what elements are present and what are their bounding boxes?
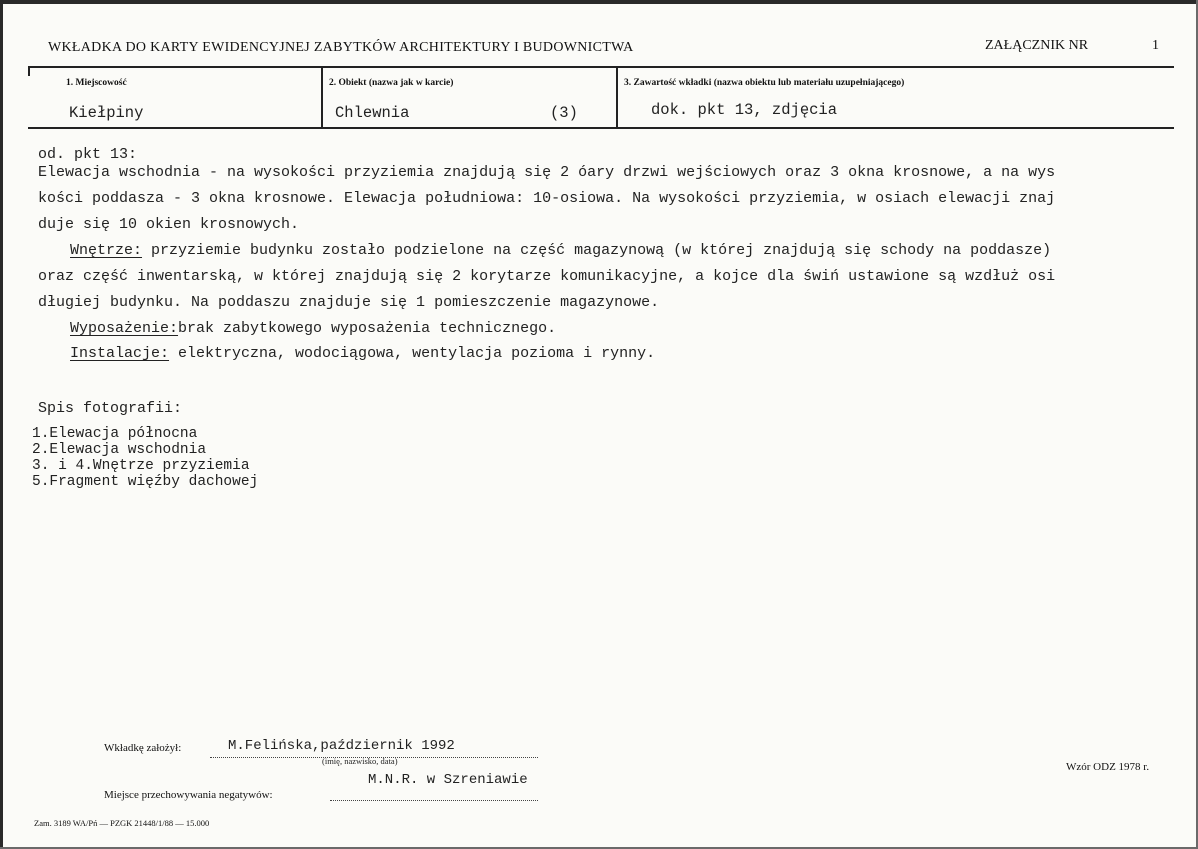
interior-text-3: długiej budynku. Na poddaszu znajduje się 1 pomieszczenie magazynowe. (38, 294, 660, 311)
annex-number: 1 (1152, 38, 1159, 53)
place-label: 1. Miejscowość (66, 78, 127, 88)
equipment-text: brak zabytkowego wyposażenia technicznego. (178, 320, 557, 337)
header-divider-2 (616, 68, 618, 128)
content-label: 3. Zawartość wkładki (nazwa obiektu lub materiału uzupełniającego) (624, 78, 905, 88)
photo-list-item-4: 5.Fragment więźby dachowej (32, 474, 259, 490)
photo-list-item-1: 1.Elewacja północna (32, 426, 198, 442)
header-rule-bottom (28, 127, 1174, 129)
interior-label: Wnętrze: (70, 242, 143, 259)
object-number: (3) (550, 104, 578, 122)
header-divider-1 (321, 68, 323, 128)
object-label: 2. Obiekt (nazwa jak w karcie) (329, 78, 454, 88)
header-tick-left (28, 68, 30, 76)
installations-line (70, 345, 655, 362)
equipment-line (70, 320, 556, 337)
print-info: Zam. 3189 WA/Pń — PZGK 21448/1/88 — 15.000 (34, 818, 210, 828)
photo-list-item-3: 3. i 4.Wnętrze przyziemia (32, 458, 250, 474)
equipment-label: Wyposażenie: (70, 320, 179, 337)
annex-label: ZAŁĄCZNIK NR (985, 38, 1089, 53)
negatives-storage-dotted-line (330, 800, 538, 801)
photo-list-title: Spis fotografii: (38, 400, 183, 417)
description-line-3: duje się 10 okien krosnowych. (38, 216, 300, 233)
interior-paragraph-line-1 (70, 242, 1051, 259)
installations-label: Instalacje: (70, 345, 170, 362)
installations-text: elektryczna, wodociągowa, wentylacja pozioma i rynny. (169, 345, 656, 362)
scan-edge-top (0, 0, 1198, 4)
interior-text-1: przyziemie budynku zostało podzielone na część magazynową (w której znajdują się schody na poddasze) (142, 242, 1052, 259)
created-by-value: M.Felińska,październik 1992 (228, 738, 455, 754)
interior-text-2: oraz część inwentarską, w której znajdują się 2 korytarze komunikacyjne, a kojce dla świń ustawione są wzdłuż osi (38, 268, 1056, 285)
description-line-1: Elewacja wschodnia - na wysokości przyziemia znajdują się 2 óary drzwi wejściowych oraz 3 okna krosnowe, a na wys (38, 164, 1056, 181)
photo-list-item-2: 2.Elewacja wschodnia (32, 442, 207, 458)
created-by-label: Wkładkę założył: (104, 742, 182, 754)
place-value: Kiełpiny (69, 104, 144, 122)
created-by-hint: (imię, nazwisko, data) (322, 756, 398, 766)
description-line-2: kości poddasza - 3 okna krosnowe. Elewacja południowa: 10-osiowa. Na wysokości przyziemia, w osiach elewacji znaj (38, 190, 1056, 207)
form-title: WKŁADKA DO KARTY EWIDENCYJNEJ ZABYTKÓW ARCHITEKTURY I BUDOWNICTWA (48, 40, 634, 55)
template-version: Wzór ODZ 1978 r. (1066, 761, 1150, 773)
scan-edge-left (0, 0, 3, 849)
negatives-storage-value: M.N.R. w Szreniawie (368, 772, 528, 788)
object-value: Chlewnia (335, 104, 410, 122)
negatives-storage-label: Miejsce przechowywania negatywów: (104, 789, 273, 801)
content-value: dok. pkt 13, zdjęcia (651, 101, 838, 119)
header-rule-top (28, 66, 1174, 68)
reference-line: od. pkt 13: (38, 146, 138, 163)
